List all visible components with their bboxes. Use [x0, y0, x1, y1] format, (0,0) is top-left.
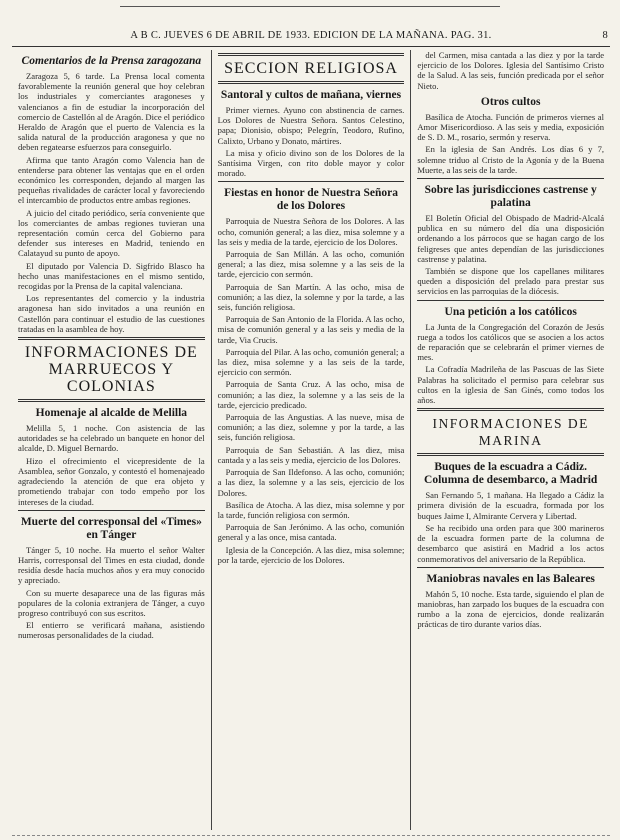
article-heading: Homenaje al alcalde de Melilla — [35, 407, 188, 420]
article-paragraph: Basílica de Atocha. A las diez, misa solemne y por la tarde, función religiosa con sermón. — [217, 499, 405, 520]
article-heading: Otros cultos — [480, 95, 541, 108]
column-2 — [211, 50, 411, 830]
article-paragraph: Parroquia de las Angustias. A las nueve, misa de comunión; a las diez, solemne y por la tarde, a las seis, función religiosa. — [217, 412, 405, 443]
article-paragraph: También se dispone que los capellanes militares queden a disposición del prelado para prestar sus servicios en las parroquias de la diócesis. — [417, 266, 605, 297]
page-mark: 8 — [602, 30, 608, 41]
article-paragraph: Hizo el ofrecimiento el vicepresidente de la Asamblea, señor Gonzalo, y contestó el homenajeado agradeciendo la atención de que era objeto y prometiendo trabajar con todo empeño por los intereses de la ciudad. — [18, 455, 205, 507]
section-rule — [18, 399, 205, 402]
article-paragraph: Los representantes del comercio y la industria aragonesa han sido invitados a una reunión en Castellón para continuar el estudio de las cuestiones tratadas en la asamblea de hoy. — [18, 293, 205, 334]
article-paragraph: Parroquia de San Millán. A las ocho, comunión general; a las diez, misa solemne y a las seis de la tarde, ejercicio con sermón. — [217, 249, 405, 280]
article-heading: Santoral y cultos de mañana, viernes — [220, 89, 402, 101]
article-rule — [417, 567, 604, 568]
article-paragraph: Parroquia del Pilar. A las ocho, comunión general; a las diez, misa solemne y a las seis de la tarde, ejercicio con sermón. — [217, 346, 405, 378]
article-paragraph: El Boletín Oficial del Obispado de Madrid-Alcalá publica en su número del día una disposición ordenando a los párrocos que se hagan cargo de los feligreses que antes dependían de las jurisdicciones castrense y palatina. — [417, 213, 605, 264]
article-paragraph: Tánger 5, 10 noche. Ha muerto el señor Walter Harris, corresponsal del Times en esta ciudad, donde residía desde hacía muchos años y era muy conocido y apreciado. — [18, 544, 205, 586]
article-paragraph: Parroquia de San Sebastián. A las diez, misa cantada y a las seis y media, ejercicio de los Dolores. — [217, 444, 405, 465]
article-paragraph: Primer viernes. Ayuno con abstinencia de carnes. Los Dolores de Nuestra Señora. Santos Celestino, papa; Dionisio, obispo; Pelegrín, Teodoro, Rufino, Calixto, Urbano y Donato, mártires. — [217, 105, 405, 146]
article-paragraph: Iglesia de la Concepción. A las diez, misa solemne; por la tarde, ejercicio de los Dolores. — [217, 544, 405, 565]
article-paragraph: Parroquia de San Martín. A las ocho, misa de comunión; a las diez, la solemne y por la tarde, a las seis, función religiosa. — [217, 281, 405, 313]
article-rule — [18, 510, 205, 511]
article-paragraph: La Junta de la Congregación del Corazón de Jesús ruega a todos los católicos que se asocien a los actos de reparación que se celebrarán el primer viernes de mes. — [417, 321, 605, 363]
article-paragraph: Con su muerte desaparece una de las figuras más populares de la colonia extranjera de Tánger, a cuyo progreso contribuyó con sus escritos. — [18, 587, 205, 618]
footer-rule — [12, 835, 610, 836]
article-heading: Buques de la escuadra a Cádiz. Columna de desembarco, a Madrid — [424, 461, 598, 487]
article-heading: Comentarios de la Prensa zaragozana — [21, 55, 202, 67]
article-paragraph: El entierro se verificará mañana, asistiendo numerosas personalidades de la ciudad. — [18, 620, 205, 641]
article-paragraph: El diputado por Valencia D. Sigfrido Blasco ha hecho unas manifestaciones en el mismo sentido, recogidas por la Prensa de la capital valenciana. — [18, 260, 205, 292]
article-paragraph: Melilla 5, 1 noche. Con asistencia de las autoridades se ha celebrado un banquete en honor del alcalde, D. Miguel Bernardo. — [18, 423, 205, 454]
article-paragraph: Mahón 5, 10 noche. Esta tarde, siguiendo el plan de maniobras, han zarpado los buques de la escuadra con rumbo a la zona de ejercicios, donde realizarán prácticas de tiro durante varios días. — [417, 588, 605, 630]
article-heading: Maniobras navales en las Baleares — [426, 572, 595, 585]
section-rule — [417, 408, 604, 411]
section-rule — [218, 53, 405, 56]
article-paragraph: A juicio del citado periódico, sería conveniente que los comerciantes de ambas regiones tuvieran una representación común cerca del Gobierno para defender sus intereses en Madrid, teniendo en Calatayud su punto de apoyo. — [18, 207, 205, 259]
header-rule — [12, 46, 610, 47]
masthead: A B C. JUEVES 6 DE ABRIL DE 1933. EDICION DE LA MAÑANA. PAG. 31. — [130, 30, 492, 41]
article-rule — [417, 300, 604, 301]
article-rule — [417, 178, 604, 179]
article-heading: Sobre las jurisdicciones castrense y palatina — [424, 184, 597, 210]
article-paragraph: La Cofradía Madrileña de las Pascuas de las Siete Palabras ha solicitado el permiso para celebrar sus cultos en la iglesia de San Ginés, como todos los años. — [417, 364, 605, 406]
column-1 — [12, 50, 211, 830]
article-paragraph: San Fernando 5, 1 mañana. Ha llegado a Cádiz la primera división de la escuadra, formada por los buques Jaime I, Almirante Cervera y Libertad. — [417, 490, 605, 521]
article-paragraph: En la iglesia de San Andrés. Los días 6 y 7, solemne triduo al Cristo de la Agonía y de la Buena Muerte, a las seis de la tarde. — [417, 144, 605, 175]
article-paragraph: Parroquia de San Jerónimo. A las ocho, comunión general y a las once, misa cantada. — [217, 522, 405, 543]
section-rule — [417, 453, 604, 456]
section-title: INFORMACIONES DE MARRUECOS Y COLONIAS — [24, 344, 198, 396]
article-paragraph: Parroquia de Santa Cruz. A las ocho, misa de comunión; a las diez, la solemne y a las seis de la tarde, ejercicio predicado. — [217, 379, 405, 410]
article-heading: Una petición a los católicos — [444, 305, 577, 318]
article-paragraph: Parroquia de San Ildefonso. A las ocho, comunión; a las diez, la solemne y a las seis, ejercicio de los Dolores. — [217, 467, 405, 498]
article-heading: Muerte del corresponsal del «Times» en Tánger — [20, 515, 202, 541]
article-paragraph: Se ha recibido una orden para que 300 marineros de la escuadra formen parte de la columna de desembarco que asistirá en Madrid a los actos conmemorativos del aniversario de la República. — [417, 522, 605, 564]
article-paragraph: del Carmen, misa cantada a las diez y por la tarde ejercicio de los Dolores. Iglesia del Santísimo Cristo de la Salud. A las seis, función predicada por el señor Nieto. — [417, 50, 605, 91]
column-3 — [410, 50, 610, 830]
article-paragraph: Zaragoza 5, 6 tarde. La Prensa local comenta favorablemente la reunión general que hoy celebran los industriales y comerciantes aragoneses y valencianos a fin de estudiar la incorporación del comercio de Castellón al de Aragón. Dice el periódico Heraldo de Aragón que el puerto de Valencia es la salida natural de la producción aragonesa y que no deben regatearse esfuerzos para conseguirlo. — [18, 71, 205, 153]
page-header — [12, 30, 610, 44]
section-rule — [218, 81, 405, 84]
section-title: SECCION RELIGIOSA — [224, 60, 398, 77]
section-rule — [18, 337, 205, 340]
article-paragraph: Basílica de Atocha. Función de primeros viernes al Amor Misericordioso. A las seis y media, exposición de S. D. M., rosario, sermón y reserva. — [417, 111, 605, 143]
section-title: INFORMACIONES DE MARINA — [432, 416, 589, 449]
article-paragraph: Parroquia de Nuestra Señora de los Dolores. A las ocho, comunión general; a las diez, misa solemne y a las seis y media de la tarde, ejercicio de los Dolores. — [217, 216, 405, 247]
article-paragraph: Parroquia de San Antonio de la Florida. A las ocho, misa de comunión general y a las seis y media de la tarde, Via Crucis. — [217, 314, 405, 345]
columns — [12, 50, 610, 830]
article-paragraph: La misa y oficio divino son de los Dolores de la Santísima Virgen, con rito doble mayor y color morado. — [217, 147, 405, 179]
article-heading: Fiestas en honor de Nuestra Señora de los Dolores — [224, 187, 398, 213]
top-rule — [120, 6, 500, 7]
article-paragraph: Afirma que tanto Aragón como Valencia han de entenderse para obtener las ventajas que en el orden económico les corresponden, dejando al margen las pequeñas rivalidades de carácter local y favoreciendo el intercambio de productos entre ambas regiones. — [18, 154, 205, 206]
article-rule — [218, 181, 405, 182]
